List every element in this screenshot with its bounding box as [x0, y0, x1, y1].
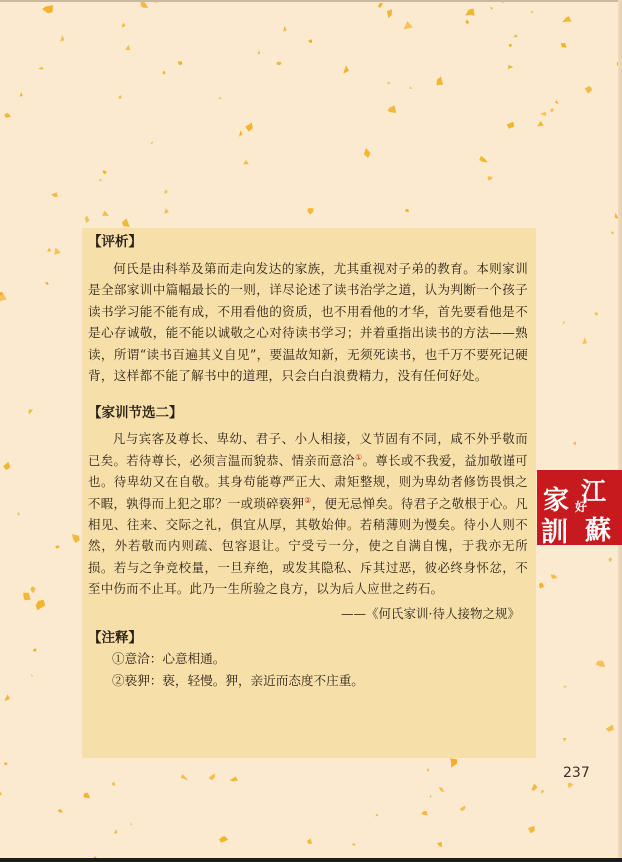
seal-char-xun: 訓	[541, 517, 568, 548]
gold-fleck	[439, 787, 445, 792]
gold-fleck	[490, 7, 492, 9]
page-right-edge	[618, 0, 622, 862]
gold-fleck	[308, 39, 312, 43]
gold-fleck	[102, 211, 109, 217]
gold-fleck	[307, 838, 312, 844]
jiangsu-family-instructions-seal	[537, 470, 622, 548]
gold-fleck	[58, 809, 64, 813]
gold-fleck	[387, 82, 390, 85]
seal-char-hao: 好	[575, 500, 588, 514]
gold-fleck	[0, 792, 2, 796]
gold-fleck	[103, 170, 107, 174]
excerpt-part-1: 凡与宾客及尊长、卑幼、君子、小人相接，义节固有不同，咸不外乎敬而已矣。若待尊长，必须言温而貌恭、情亲而意洽	[88, 431, 528, 468]
gold-fleck	[42, 5, 53, 13]
gold-fleck	[540, 112, 546, 116]
gold-fleck	[539, 583, 544, 589]
gold-fleck	[131, 823, 133, 825]
gold-fleck	[99, 179, 102, 181]
gold-fleck	[3, 462, 10, 471]
gold-fleck	[563, 738, 567, 742]
gold-fleck	[150, 141, 153, 145]
gold-fleck	[218, 97, 222, 99]
gold-fleck	[562, 321, 565, 325]
excerpt-part-2: 。尊长或不我爱，益加敬谨可也。待卑幼又在自敬。其身苟能尊严正大、肃矩整规，则为卑幼者修饬畏惧之不暇，孰得而上犯之耶？一或琐碎亵狎	[88, 452, 528, 511]
page-top-edge	[0, 0, 622, 2]
gold-fleck	[119, 95, 122, 99]
gold-fleck	[229, 776, 238, 781]
gold-fleck	[181, 774, 189, 780]
gold-fleck	[403, 21, 413, 29]
gold-fleck	[508, 65, 514, 69]
gold-fleck	[585, 86, 593, 94]
gold-fleck	[450, 758, 457, 767]
gold-fleck	[277, 62, 282, 66]
commentary-heading: 【评析】	[88, 234, 142, 250]
note-item-2: ②亵狎：亵，轻慢。狎，亲近而态度不庄重。	[112, 672, 364, 688]
gold-fleck	[568, 783, 574, 789]
gold-fleck	[514, 34, 518, 37]
gold-fleck	[387, 9, 392, 18]
gold-fleck	[83, 793, 90, 799]
gold-fleck	[582, 337, 587, 344]
gold-fleck	[4, 113, 11, 118]
gold-fleck	[36, 600, 46, 610]
gold-fleck	[45, 282, 49, 285]
gold-fleck	[561, 43, 567, 48]
gold-fleck	[245, 123, 253, 132]
gold-fleck	[437, 842, 442, 847]
gold-fleck	[405, 209, 409, 212]
gold-fleck	[551, 575, 558, 579]
excerpt-heading: 【家训节选二】	[88, 405, 183, 422]
gold-fleck	[4, 695, 10, 702]
gold-fleck	[239, 130, 242, 137]
gold-fleck	[4, 762, 8, 765]
gold-fleck	[0, 292, 3, 296]
gold-fleck	[421, 811, 427, 816]
gold-fleck	[528, 826, 535, 833]
gold-fleck	[465, 20, 469, 24]
gold-fleck	[54, 247, 61, 254]
excerpt-source: ——《何氏家训·待人接物之规》	[341, 605, 520, 621]
gold-fleck	[55, 545, 60, 549]
gold-fleck	[19, 92, 22, 97]
gold-fleck	[283, 26, 286, 32]
gold-fleck	[564, 686, 567, 688]
gold-fleck	[596, 661, 606, 667]
gold-fleck	[30, 586, 35, 593]
gold-fleck	[611, 231, 614, 234]
gold-fleck	[51, 192, 58, 197]
gold-fleck	[164, 189, 168, 194]
commentary-text: 何氏是由科举及第而走向发达的家族，尤其重视对子弟的教育。本则家训是全部家训中篇幅最长的一则，详尽论述了读书治学之道，认为判断一个孩子读书学习能不能有成，不用看他的资质，也不用看他的才华，首先要看他是不是心存诚敬，能不能以诚敬之心对待读书学习；并着重指出读书的方法——熟读，所谓“读书百遍其义自见”，要温故知新，无须死读书，也千万不要死记硬背，这样都不能了解书中的道理，只会白白浪费精力，没有任何好处。	[88, 261, 528, 384]
gold-fleck	[594, 312, 598, 315]
gold-fleck	[562, 16, 571, 22]
gold-fleck	[378, 3, 383, 8]
gold-fleck	[23, 593, 30, 601]
gold-fleck	[541, 790, 544, 794]
page-content	[88, 233, 528, 692]
gold-fleck	[85, 216, 90, 224]
gold-fleck	[47, 248, 51, 252]
gold-fleck	[479, 156, 488, 163]
gold-fleck	[352, 843, 356, 846]
gold-fleck	[17, 512, 20, 516]
gold-fleck	[114, 829, 117, 833]
gold-fleck	[606, 725, 614, 732]
seal-char-jiang: 江	[581, 477, 607, 506]
notes-heading: 【注释】	[88, 629, 142, 646]
gold-fleck	[125, 45, 130, 50]
gold-fleck	[31, 674, 33, 676]
gold-fleck	[28, 409, 33, 414]
excerpt-text	[88, 428, 528, 599]
gold-fleck	[258, 51, 260, 54]
gold-fleck	[343, 65, 349, 73]
footnote-mark-2: ②	[304, 495, 312, 505]
gold-fleck	[460, 806, 466, 812]
gold-fleck	[38, 67, 44, 69]
gold-fleck	[409, 87, 412, 89]
excerpt-part-3: ，便无忌惮矣。待君子之敬根于心。凡相见、往来、交际之礼，俱宜从厚，其敬始伸。若稍薄则为慢矣。待小人则不然，外若敬而内则疏、包容退让。宁受亏一分，使之自满自愧，于我亦无所损。若与之争竞校量，一旦弃绝，或发其隐私、斥其过恶，彼必终身怀忿，不至中伤而不止耳。此乃一生所验之良方，以为后人应世之药石。	[88, 495, 528, 597]
gold-fleck	[33, 648, 37, 652]
gold-fleck	[112, 782, 115, 786]
gold-fleck	[427, 768, 430, 771]
gold-fleck	[531, 11, 533, 13]
gold-fleck	[488, 176, 493, 180]
seal-char-su: 蘇	[585, 516, 612, 546]
gold-fleck	[531, 784, 537, 792]
gold-fleck	[307, 208, 313, 215]
gold-fleck	[507, 122, 515, 129]
gold-fleck	[465, 9, 474, 16]
gold-fleck	[375, 814, 378, 817]
seal-char-jia: 家	[543, 486, 570, 516]
gold-fleck	[550, 108, 554, 112]
gold-fleck	[508, 44, 512, 48]
gold-fleck	[60, 35, 64, 42]
gold-fleck	[122, 23, 126, 28]
gold-fleck	[555, 100, 559, 104]
gold-fleck	[608, 558, 612, 563]
gold-fleck	[437, 76, 444, 85]
gold-fleck	[164, 208, 169, 214]
page-bottom-edge	[0, 858, 622, 862]
gold-fleck	[209, 774, 216, 781]
gold-fleck	[72, 534, 80, 543]
gold-fleck	[163, 71, 166, 74]
gold-fleck	[364, 148, 371, 158]
gold-fleck	[122, 218, 130, 227]
page-number: 237	[563, 765, 590, 781]
gold-fleck	[388, 105, 397, 113]
gold-fleck	[573, 441, 576, 445]
gold-fleck	[430, 796, 431, 798]
gold-fleck	[243, 160, 249, 165]
note-item-1: ①意洽：心意相通。	[112, 650, 226, 666]
gold-fleck	[177, 61, 182, 65]
gold-fleck	[219, 836, 228, 843]
footnote-mark-1: ①	[355, 452, 363, 462]
gold-fleck	[537, 121, 544, 127]
